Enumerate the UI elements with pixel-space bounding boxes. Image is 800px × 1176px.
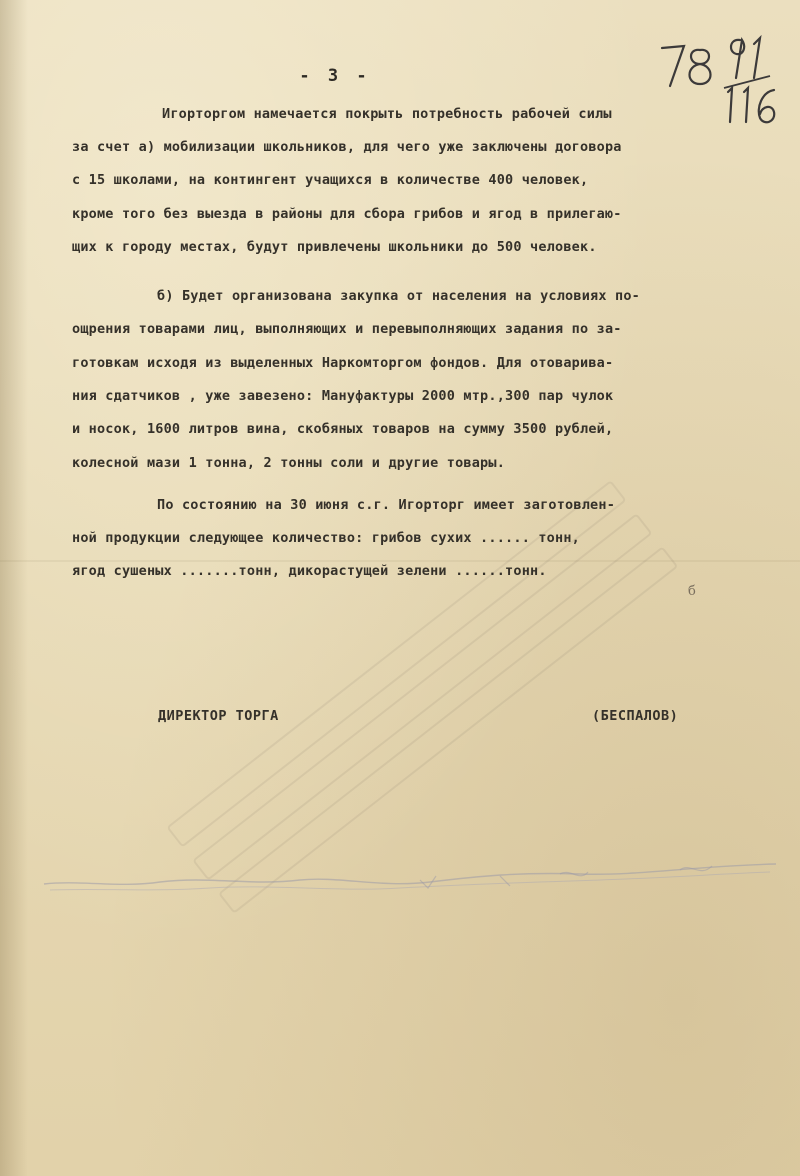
handwritten-archive-number bbox=[650, 18, 780, 128]
text-line: с 15 школами, на контингент учащихся в количестве 400 человек, bbox=[72, 172, 589, 188]
signature-name: (БЕСПАЛОВ) bbox=[592, 708, 679, 724]
signature-title: ДИРЕКТОР ТОРГА bbox=[158, 708, 279, 724]
text-line: Игорторгом намечается покрыть потребность рабочей силы bbox=[162, 106, 612, 122]
text-line: ягод сушеных .......тонн, дикорастущей зелени ......тонн. bbox=[72, 563, 547, 579]
text-line: По состоянию на 30 июня с.г. Игорторг имеет заготовлен- bbox=[157, 497, 616, 513]
paper-edge-shadow bbox=[0, 0, 28, 1176]
text-line: ощрения товарами лиц, выполняющих и перевыполняющих задания по за- bbox=[72, 321, 622, 337]
text-line: и носок, 1600 литров вина, скобяных товаров на сумму 3500 рублей, bbox=[72, 421, 614, 437]
text-line: щих к городу местах, будут привлечены школьники до 500 человек. bbox=[72, 239, 597, 255]
faded-archive-stamp bbox=[40, 858, 780, 898]
text-line: кроме того без выезда в районы для сбора грибов и ягод в прилегаю- bbox=[72, 206, 622, 222]
paper-fold bbox=[0, 560, 800, 562]
text-line: б) Будет организована закупка от населения на условиях по- bbox=[157, 288, 641, 304]
text-line: колесной мази 1 тонна, 2 тонны соли и другие товары. bbox=[72, 455, 506, 471]
pencil-mark: б bbox=[688, 584, 696, 599]
text-line: готовкам исходя из выделенных Наркомторгом фондов. Для отоварива- bbox=[72, 355, 614, 371]
page-number: - 3 - bbox=[299, 66, 371, 86]
text-line: ной продукции следующее количество: грибов сухих ...... тонн, bbox=[72, 530, 580, 546]
text-line: за счет а) мобилизации школьников, для чего уже заключены договора bbox=[72, 139, 622, 155]
text-line: ния сдатчиков , уже завезено: Мануфактуры 2000 мтр.,300 пар чулок bbox=[72, 388, 614, 404]
